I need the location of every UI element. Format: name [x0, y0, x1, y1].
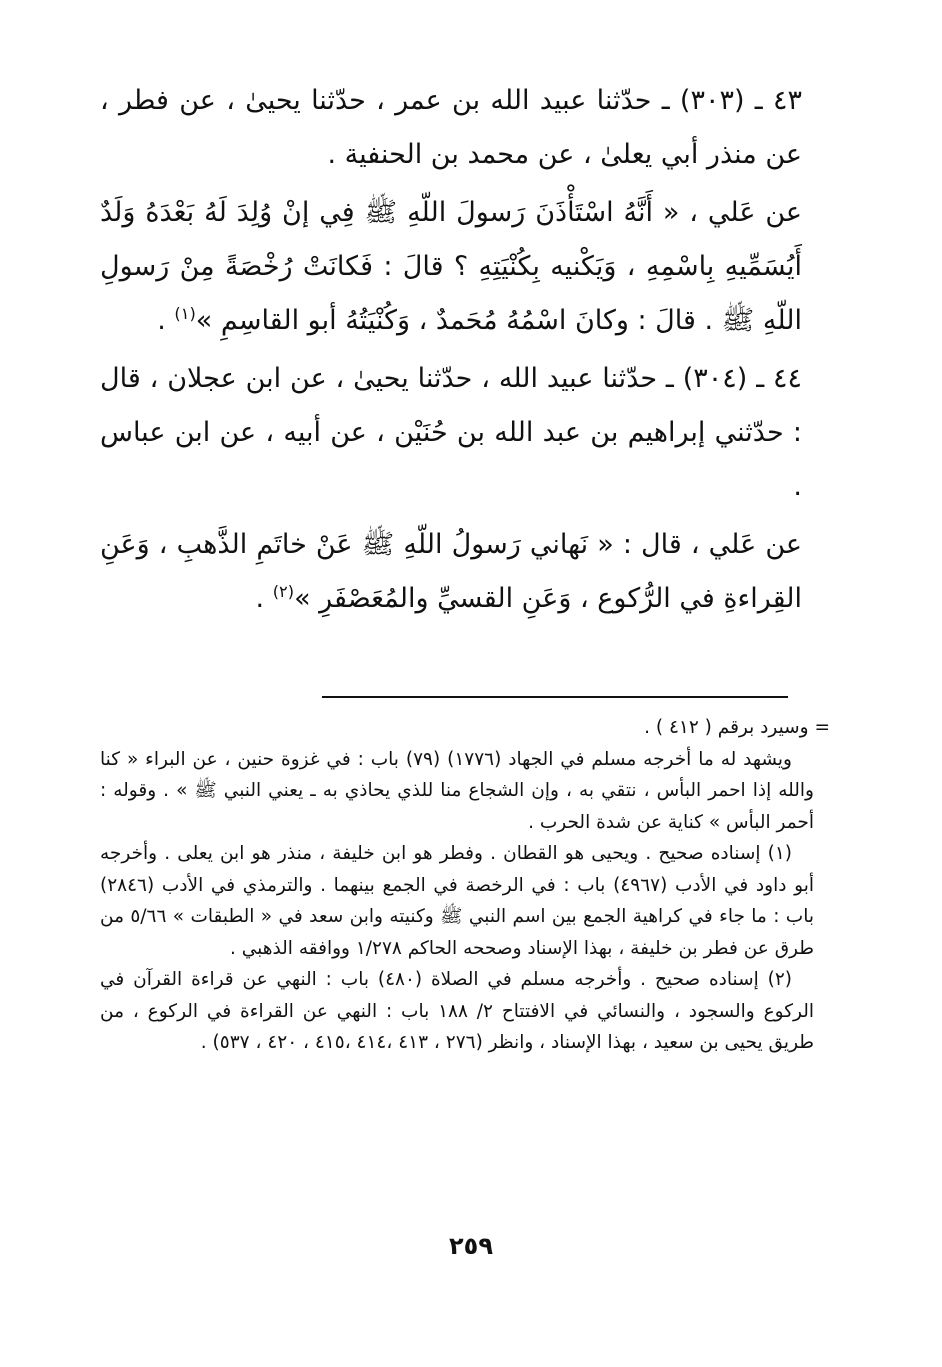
- hadith-43-isnad: ٤٣ ـ (٣٠٣) ـ حدّثنا عبيد الله بن عمر ، حدّثنا يحيىٰ ، عن فطر ، عن منذر أبي يعلىٰ ، عن محمد بن الحنفية .: [100, 85, 803, 170]
- footnote-witness: ويشهد له ما أخرجه مسلم في الجهاد (١٧٧٦) (٧٩) باب : في غزوة حنين ، عن البراء « كنا والله إذا احمر البأس ، نتقي به ، وإن الشجاع منا للذي يحاذي به ـ يعني النبي ﷺ » . وقوله : أحمر البأس » كناية عن شدة الحرب .: [100, 748, 814, 833]
- footnote-1: (١) إسناده صحيح . ويحيى هو القطان . وفطر هو ابن خليفة ، منذر هو ابن يعلى . وأخرجه أبو داود في الأدب (٤٩٦٧) باب : في الرخصة في الجمع بينهما . والترمذي في الأدب (٢٨٤٦) باب : ما جاء في كراهية الجمع بين اسم النبي ﷺ وكنيته وابن سعد في « الطبقات » ٥/٦٦ من طرق عن فطر بن خليفة ، بهذا الإسناد وصححه الحاكم ١/٢٧٨ ووافقه الذهبي .: [100, 843, 815, 959]
- hadith-44-matn-text: عن عَلي ، قال : « نَهاني رَسولُ اللّهِ ﷺ عَنْ خاتَمِ الذَّهبِ ، وَعَنِ القِراءةِ في الرُّكوع ، وَعَنِ القسيِّ والمُعَصْفَرِ »: [100, 529, 802, 614]
- main-text: [100, 74, 802, 630]
- footnote-ref-2[interactable]: (٢): [272, 582, 295, 601]
- hadith-44-isnad: ٤٤ ـ (٣٠٤) ـ حدّثنا عبيد الله ، حدّثنا يحيىٰ ، عن ابن عجلان ، قال : حدّثني إبراهيم بن عبد الله بن حُنَيْن ، عن أبيه ، عن ابن عباس .: [100, 363, 802, 502]
- hadith-44-matn-end: .: [255, 583, 273, 614]
- page-number: ٢٥٩: [449, 1232, 493, 1260]
- footnote-ref-1[interactable]: (١): [174, 304, 196, 323]
- hadith-43-matn-end: .: [157, 305, 175, 336]
- footnote-separator: [322, 696, 788, 698]
- footnote-2: (٢) إسناده صحيح . وأخرجه مسلم في الصلاة (٤٨٠) باب : النهي عن قراءة القرآن في الركوع والسجود ، والنسائي في الافتتاح ٢/ ١٨٨ باب : النهي عن القراءة في الركوع ، من طريق يحيى بن سعيد ، بهذا الإسناد ، وانظر (٢٧٦ ، ٤١٣ ،٤١٤ ،٤١٥ ، ٤٢٠ ، ٥٣٧) .: [100, 969, 814, 1053]
- hadith-43-matn: [100, 186, 802, 348]
- hadith-43-matn-text: عن عَلي ، « أَنَّهُ اسْتَأْذَنَ رَسولَ اللّهِ ﷺ فِي إنْ وُلِدَ لَهُ بَعْدَهُ وَلَدٌ أَيُسَمِّيهِ بِاسْمِهِ ، وَيَكْنيه بِكُنْيَتِهِ ؟ قالَ : فَكانَتْ رُخْصَةً مِنْ رَسولِ اللّهِ ﷺ . قالَ : وكانَ اسْمُهُ مُحَمدٌ ، وَكُنْيَتُهُ أبو القاسِمِ »: [100, 197, 802, 336]
- footnote-continuation: = وسيرد برقم ( ٤١٢ ) .: [644, 717, 830, 738]
- hadith-44-matn: [100, 518, 802, 626]
- footnotes: [100, 712, 830, 1059]
